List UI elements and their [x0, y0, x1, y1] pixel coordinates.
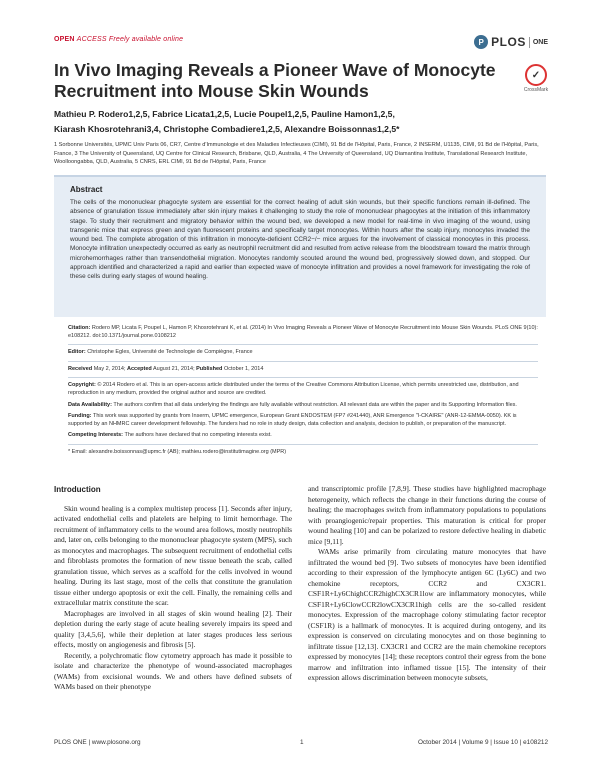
body-paragraph: WAMs arise primarily from circulating mature monocytes that have infiltrated the wound bed [9]. Two subsets of monocytes have been identified according to their expression of the lymphocyte antigen 6C (Ly6C) and two chemokine receptors, CCR2 and CX3CR1. CSF1R+Ly6ChighCCR2highCX3CR1low are inflammatory monocytes, while CSF1R+Ly6ClowCCR2lowCX3CR1high cells are the so-called resident monocytes. Expression of the macrophage colony stimulating factor receptor (CSF1R) is a hallmark of monocytes. It is acquired during ontogeny, and its expression is conserved on circulating monocytes and on those beginning to infiltrate tissue [12,13]. CX3CR1 and CCR2 are the main chemokine receptors expressed by monocytes [14]; these receptors control their egress from the bone marrow and infiltration into inflamed tissue [15]. The intensity of their expression allows discrimination between monocyte subsets, [308, 547, 546, 682]
citation: Citation: Rodero MP, Licata F, Poupel L, Hamon P, Khosrotehrani K, et al. (2014) In Vivo Imaging Reveals a Pioneer Wave of Monocyte Recruitment into Mouse Skin Wounds. PLoS ONE 9(10): e108212. doi:10.1371/journal.pone.0108212 [68, 325, 538, 339]
abstract-heading: Abstract [70, 185, 103, 194]
crossmark-icon: ✓ [525, 64, 547, 86]
open-label: OPEN [54, 36, 75, 43]
section-heading-introduction: Introduction [54, 485, 101, 494]
affiliations: 1 Sorbonne Universités, UPMC Univ Paris 06, CR7, Centre d'Immunologie et des Maladies Infectieuses (CIMI), 91 Bd de l'Hôpital, Paris, France, 2 INSERM, U1135, CIMI, 91 Bd de l'Hôpital, Paris, France, 3 The University of Queensland, UQ Centre for Clinical Research, Brisbane, QLD, Australia, 4 The University of Queensland, UQ Diamantina Institute, Translational Research Institute, Woolloongabba, QLD, Australia, 5 CNRS, ERL CIMI, 91 Bd de l'Hôpital, Paris, France [54, 142, 539, 166]
crossmark-badge[interactable] [522, 64, 550, 93]
abstract-text: The cells of the mononuclear phagocyte system are essential for the correct healing of adult skin wounds, but their specific functions remain ill-defined. The absence of granulation tissue immediately after skin injury makes it challenging to study the role of mononuclear phagocytes at the initiation of this inflammatory stage. To study their recruitment and migratory behavior within the wound bed, we developed a new model for real-time in vivo imaging of the wound, using transgenic mice that express green and cyan fluorescent proteins and specifically target monocytes. Within hours after the scalp injury, monocytes invaded the wound bed. The complete abrogation of this infiltration in monocyte-deficient CCR2−/− mice argues for the involvement of classical monocytes in this process. Monocyte infiltration unexpectedly occurred as early as neutrophil recruitment did and resulted from active release from the bloodstream toward the matrix through microhemorrhages rather than transendothelial migration. Monocytes randomly scouted around the wound bed, progressively slowed down, and stopped. Our approach identified and characterized a rapid and earlier than expected wave of monocyte infiltration and provides a novel framework for investigating the role of these cells during early stages of wound healing. [70, 199, 530, 281]
body-paragraph: and transcriptomic profile [7,8,9]. These studies have highlighted macrophage heterogeneity, which reflects the change in their functions during the course of healing; the macrophages switch from inflammatory populations to populations with proangiogenic/repair properties. This maturation is critical for proper wound healing [10] and can be polarized to restore defective healing in diabetic mice [9,11]. [308, 484, 546, 546]
open-access-banner [54, 36, 183, 43]
author-line: Mathieu P. Rodero1,2,5, Fabrice Licata1,2,5, Lucie Poupel1,2,5, Pauline Hamon1,2,5, [54, 109, 395, 119]
body-paragraph: Macrophages are involved in all stages of skin wound healing [2]. Their depletion during the early stage of acute healing severely impairs its speed and quality [3,4,5,6], while their depletion at later stages produces less serious effects, mostly on angiogenesis and fibrosis [5]. [54, 608, 292, 649]
journal-header [54, 34, 548, 50]
crossmark-label: CrossMark [523, 87, 549, 93]
body-paragraph: Recently, a polychromatic flow cytometry approach has made it possible to isolate and characterize the phenotype of wound-associated macrophages (WAMs) from excisional wounds. We and others have defined subsets of WAMs based on their phenotype [54, 650, 292, 691]
data-availability: Data Availability: The authors confirm that all data underlying the findings are fully available without restriction. All relevant data are within the paper and its Supporting Information files. [68, 401, 517, 408]
divider [68, 361, 538, 362]
body-paragraph: Skin wound healing is a complex multistep process [1]. Seconds after injury, activated endothelial cells and platelets are helping to limit hemorrhage. The recruitment of inflammatory cells to the wound area follows, mostly neutrophils and, later on, cells belonging to the mononuclear phagocyte system (MPS), such as monocytes and macrophages. The subsequent recruitment of endothelial cells and fibroblasts promotes the formation of new tissue beneath the scab, called granulation tissue, which serves as a scaffold for the cells involved in wound healing. During its last stage, most of the cells that constitute the granulation tissue either undergo apoptosis or exit the cell. Finally, the remaining cells and extracellular matrix constitute the scar. [54, 503, 292, 607]
body-column-left [54, 485, 292, 693]
plos-logo-icon: P [474, 35, 488, 49]
divider [68, 344, 538, 345]
corresponding-email[interactable]: * Email: alexandre.boissonnas@upmc.fr (AB); mathieu.rodero@institutimagine.org (MPR) [68, 448, 287, 455]
plos-wordmark: PLOS [491, 35, 526, 49]
editor: Editor: Christophe Egles, Université de Technologie de Compiègne, France [68, 349, 253, 356]
logo-divider [529, 37, 530, 48]
article-metadata [68, 325, 538, 461]
article-title: In Vivo Imaging Reveals a Pioneer Wave of Monocyte Recruitment into Mouse Skin Wounds [54, 60, 496, 101]
footer-issue-info: October 2014 | Volume 9 | Issue 10 | e108212 [417, 739, 548, 746]
funding: Funding: This work was supported by grants from Inserm, UPMC emergence, European Grant ENDOSTEM (FP7 #241440), ANR Emergence "I-CKAIRE" (ANR-12-EMMA-0050). KK is supported by an NHMRC career development fellowship. The funders had no role in study design, data collection and analysis, decision to publish, or preparation of the manuscript. [68, 413, 517, 427]
plos-one-logo[interactable] [474, 34, 548, 50]
dates: Received May 2, 2014; Accepted August 21, 2014; Published October 1, 2014 [68, 365, 264, 372]
body-column-right [308, 484, 546, 684]
competing-interests: Competing Interests: The authors have declared that no competing interests exist. [68, 432, 272, 439]
footer-journal-url[interactable]: PLOS ONE | www.plosone.org [54, 739, 141, 746]
one-wordmark: ONE [532, 38, 548, 46]
divider [68, 377, 538, 378]
open-access-text: ACCESS Freely available online [76, 36, 184, 43]
author-line: Kiarash Khosrotehrani3,4, Christophe Combadiere1,2,5, Alexandre Boissonnas1,2,5* [54, 124, 400, 134]
abstract-box [54, 175, 546, 317]
divider [68, 444, 538, 445]
copyright: Copyright: © 2014 Rodero et al. This is an open-access article distributed under the terms of the Creative Commons Attribution License, which permits unrestricted use, distribution, and reproduction in any medium, provided the original author and source are credited. [68, 382, 519, 396]
author-list [54, 107, 524, 137]
page-number: 1 [300, 739, 304, 746]
